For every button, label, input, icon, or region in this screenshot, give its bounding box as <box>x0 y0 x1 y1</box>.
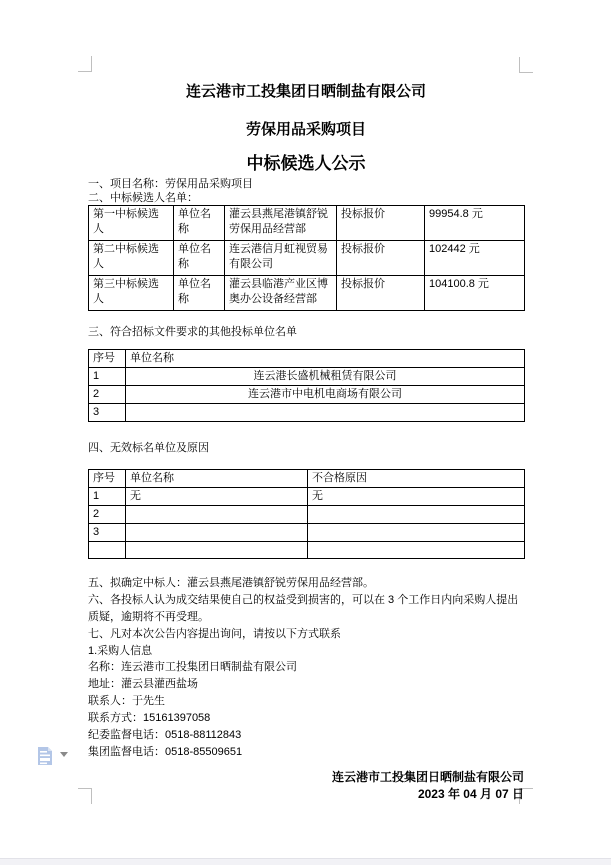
table-row <box>89 542 525 559</box>
section-5-awarded-bidder: 五、拟确定中标人：灌云县燕尾港镇舒锐劳保用品经营部。 <box>88 577 374 589</box>
price-value: 99954.8 元 <box>425 206 525 241</box>
paste-options-button[interactable] <box>36 746 70 768</box>
doc-title-project: 劳保用品采购项目 <box>245 121 366 138</box>
unit-name: 无 <box>126 488 308 506</box>
table-row <box>89 524 525 542</box>
price-label: 投标报价 <box>337 276 425 311</box>
unit-name: 连云港信月虹视贸易有限公司 <box>225 241 337 276</box>
row-index: 2 <box>89 506 126 524</box>
candidates-table <box>88 205 525 311</box>
table-row <box>89 276 525 311</box>
table-row <box>89 404 525 422</box>
unit-label: 单位名称 <box>174 276 225 311</box>
table-row <box>89 386 525 404</box>
reason <box>308 506 525 524</box>
row-index: 1 <box>89 488 126 506</box>
other-bidders-table <box>88 349 525 422</box>
unit-name <box>126 524 308 542</box>
unit-name: 连云港长盛机械租赁有限公司 <box>126 368 525 386</box>
table-row <box>89 506 525 524</box>
row-index: 3 <box>89 524 126 542</box>
signature-company: 连云港市工投集团日晒制盐有限公司 <box>331 770 524 784</box>
table-row <box>89 206 525 241</box>
price-value: 104100.8 元 <box>425 276 525 311</box>
reason <box>308 542 525 559</box>
unit-name: 灌云县燕尾港镇舒锐劳保用品经营部 <box>225 206 337 241</box>
col-header-unit: 单位名称 <box>126 470 308 488</box>
candidate-rank: 第一中标候选人 <box>89 206 174 241</box>
price-label: 投标报价 <box>337 206 425 241</box>
unit-name: 灌云县临港产业区博奥办公设备经营部 <box>225 276 337 311</box>
row-index: 3 <box>89 404 126 422</box>
price-label: 投标报价 <box>337 241 425 276</box>
unit-label: 单位名称 <box>174 206 225 241</box>
document-body <box>88 0 524 803</box>
price-value: 102442 元 <box>425 241 525 276</box>
discipline-supervision-phone: 纪委监督电话：0518-88112843 <box>88 729 242 741</box>
table-row <box>89 488 525 506</box>
row-index: 1 <box>89 368 126 386</box>
section-4-invalid-bids-heading: 四、无效标名单位及原因 <box>88 442 209 454</box>
table-row <box>89 368 525 386</box>
section-1-project-name: 一、项目名称：劳保用品采购项目 <box>88 178 253 190</box>
contact-person: 联系人：于先生 <box>88 695 165 707</box>
signature-date: 2023 年 04 月 07 日 <box>417 787 524 801</box>
unit-label: 单位名称 <box>174 241 225 276</box>
section-2-candidate-list-heading: 二、中标候选人名单： <box>88 192 198 204</box>
chevron-down-icon[interactable] <box>60 752 68 757</box>
section-3-other-bidders-heading: 三、符合招标文件要求的其他投标单位名单 <box>88 326 297 338</box>
unit-name <box>126 506 308 524</box>
row-index: 2 <box>89 386 126 404</box>
page-bottom-strip <box>0 858 611 865</box>
unit-name <box>126 542 308 559</box>
col-header-reason: 不合格原因 <box>308 470 525 488</box>
doc-title-announcement: 中标候选人公示 <box>246 154 366 173</box>
contact-name: 名称：连云港市工投集团日晒制盐有限公司 <box>88 661 297 673</box>
row-index <box>89 542 126 559</box>
reason <box>308 524 525 542</box>
table-row <box>89 241 525 276</box>
group-supervision-phone: 集团监督电话：0518-85509651 <box>88 746 243 758</box>
candidate-rank: 第二中标候选人 <box>89 241 174 276</box>
unit-name: 连云港市中电机电商场有限公司 <box>126 386 525 404</box>
col-header-index: 序号 <box>89 350 126 368</box>
invalid-bids-table <box>88 469 525 559</box>
section-7-contact-intro: 七、凡对本次公告内容提出询问，请按以下方式联系 <box>88 628 341 640</box>
col-header-unit: 单位名称 <box>126 350 525 368</box>
contact-phone: 联系方式：15161397058 <box>88 712 211 724</box>
purchaser-info-heading: 1.采购人信息 <box>88 645 153 657</box>
reason: 无 <box>308 488 525 506</box>
table-header-row <box>89 350 525 368</box>
doc-title-company: 连云港市工投集团日晒制盐有限公司 <box>185 83 426 100</box>
table-header-row <box>89 470 525 488</box>
unit-name <box>126 404 525 422</box>
contact-address: 地址：灌云县灌西盐场 <box>88 678 198 690</box>
col-header-index: 序号 <box>89 470 126 488</box>
candidate-rank: 第三中标候选人 <box>89 276 174 311</box>
section-6-objection-notice: 六、各投标人认为成交结果使自己的权益受到损害的，可以在 3 个工作日内向采购人提出质疑，逾期将不再受理。 <box>88 594 519 623</box>
